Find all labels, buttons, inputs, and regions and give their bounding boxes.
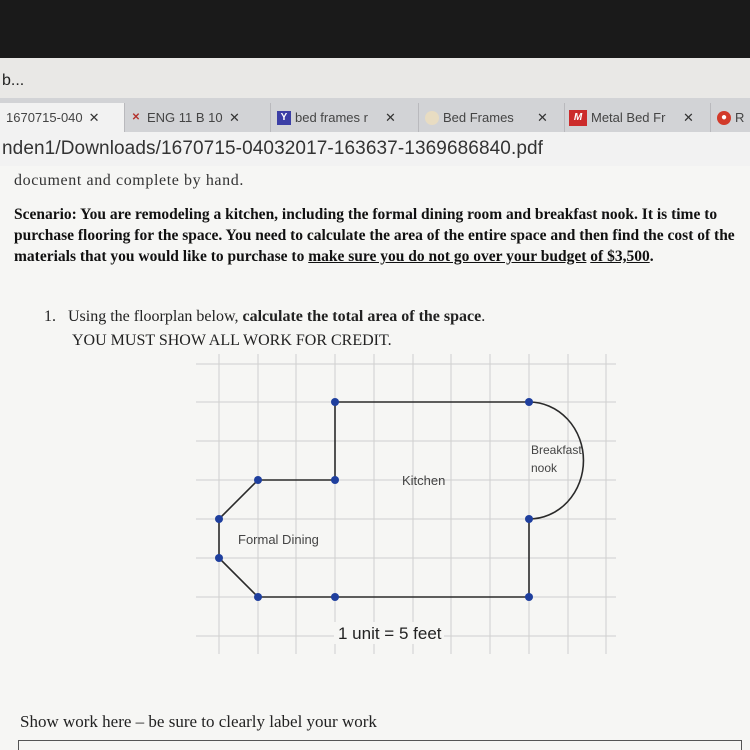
vertex-point bbox=[525, 515, 533, 523]
scenario-period: . bbox=[649, 248, 654, 265]
question-1-instruction: YOU MUST SHOW ALL WORK FOR CREDIT. bbox=[72, 332, 392, 349]
vertex-point bbox=[331, 398, 339, 406]
scenario-paragraph bbox=[14, 204, 742, 267]
pdf-page bbox=[0, 166, 750, 750]
vertex-point bbox=[254, 476, 262, 484]
tab-bed-frames[interactable] bbox=[418, 103, 565, 132]
close-icon[interactable]: ✕ bbox=[385, 109, 396, 125]
address-bar[interactable] bbox=[0, 132, 750, 167]
site-icon bbox=[425, 111, 439, 125]
vertex-point bbox=[331, 476, 339, 484]
close-icon[interactable]: ✕ bbox=[88, 109, 100, 125]
course-logo-icon: ✕ bbox=[131, 112, 141, 123]
tab-label: 1670715-040 bbox=[6, 110, 83, 125]
vertex-point bbox=[215, 554, 223, 562]
grid bbox=[196, 354, 616, 654]
tab-label: Metal Bed Fr bbox=[591, 110, 666, 125]
red-circle-icon: ● bbox=[717, 111, 731, 125]
vertex-point bbox=[331, 593, 339, 601]
close-icon[interactable]: ✕ bbox=[683, 109, 694, 125]
tab-bed-frames-search[interactable] bbox=[270, 103, 415, 132]
floorplan bbox=[196, 354, 616, 654]
show-work-instruction: Show work here – be sure to clearly label your work bbox=[20, 712, 377, 731]
yahoo-icon: Y bbox=[277, 111, 291, 125]
tab-label: bed frames r bbox=[295, 110, 368, 125]
vertex-point bbox=[254, 593, 262, 601]
breakfast-nook-label: Breakfast bbox=[531, 443, 582, 457]
window-title: b... bbox=[2, 72, 25, 89]
window-titlebar bbox=[0, 58, 750, 99]
tab-label: R bbox=[735, 110, 745, 125]
kitchen-label: Kitchen bbox=[402, 473, 446, 488]
work-area-box[interactable] bbox=[18, 740, 742, 750]
tab-label: Bed Frames bbox=[443, 110, 514, 125]
question-bold-text: calculate the total area of the space bbox=[242, 308, 482, 325]
scenario-budget-text: make sure you do not go over your budget bbox=[308, 248, 587, 265]
close-icon[interactable]: ✕ bbox=[537, 109, 548, 125]
scenario-budget-amount: of $3,500 bbox=[590, 248, 650, 265]
tab-metal-bed[interactable] bbox=[564, 103, 707, 132]
formal-dining-label: Formal Dining bbox=[238, 532, 319, 547]
question-number: 1. bbox=[44, 308, 56, 325]
question-1 bbox=[44, 308, 485, 326]
vertex-point bbox=[525, 593, 533, 601]
intro-line: document and complete by hand. bbox=[14, 172, 244, 189]
question-period: . bbox=[481, 308, 486, 325]
tab-label: ENG 11 B 10 bbox=[147, 110, 223, 125]
breakfast-nook-label-2: nook bbox=[531, 461, 558, 475]
url-text[interactable]: nden1/Downloads/1670715-04032017-163637-1369686840.pdf bbox=[2, 138, 544, 159]
tab-eng[interactable] bbox=[124, 103, 269, 132]
m-logo-icon: M bbox=[569, 110, 587, 126]
screen bbox=[0, 58, 750, 750]
vertex-point bbox=[215, 515, 223, 523]
tab-pdf[interactable] bbox=[0, 103, 124, 132]
scenario-text: Scenario: You are remodeling a kitchen, including the formal dining room and breakfast nook. It is time to purchase flooring for the space. You need to calculate the area of the entire space and then find the cost of the materials that you would like to purchase to bbox=[14, 206, 735, 265]
scale-label: 1 unit = 5 feet bbox=[338, 624, 442, 643]
tab-strip bbox=[0, 98, 750, 132]
vertex-point bbox=[525, 398, 533, 406]
tab-r[interactable] bbox=[710, 103, 750, 132]
question-text: Using the floorplan below, bbox=[68, 308, 243, 325]
close-icon[interactable]: ✕ bbox=[229, 109, 240, 125]
